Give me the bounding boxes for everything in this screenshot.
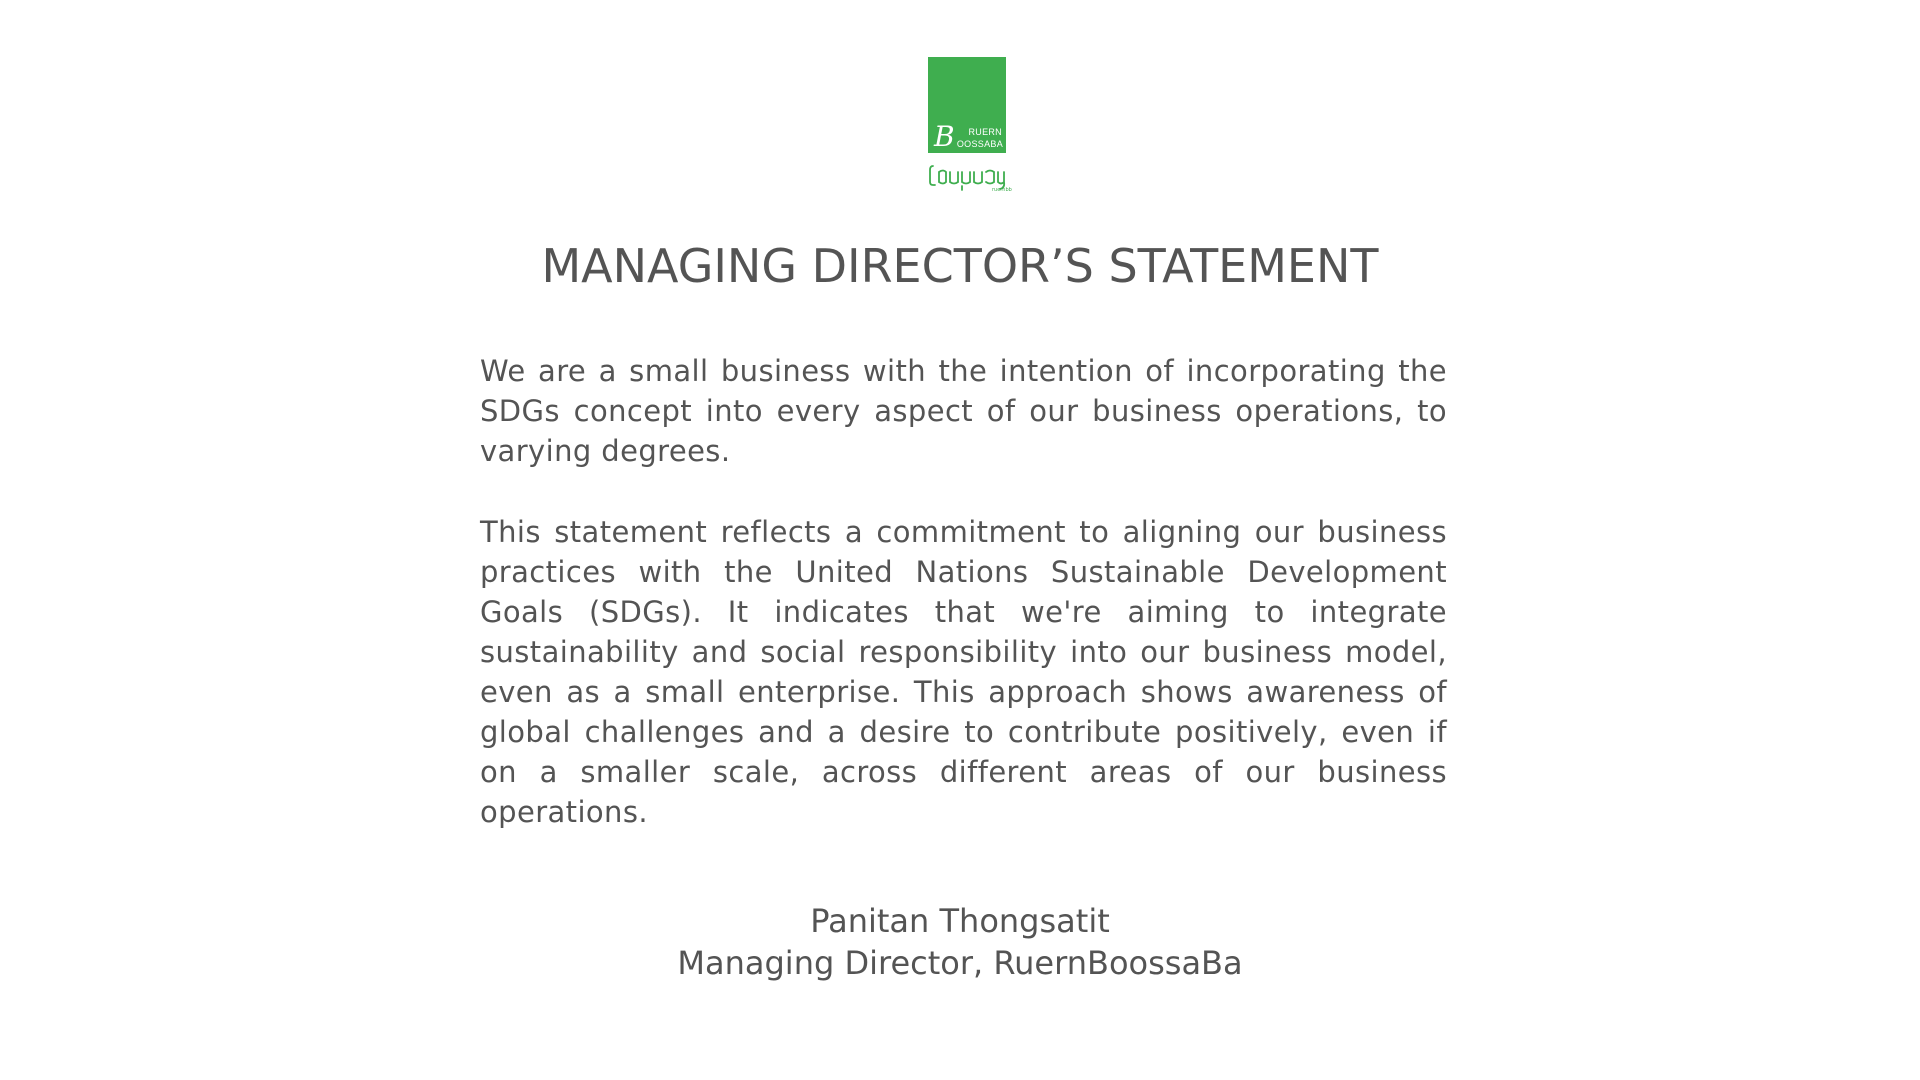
logo-text-oossaba: OOSSABA xyxy=(956,139,1003,149)
signatory-role: Managing Director, RuernBoossaBa xyxy=(677,944,1243,982)
logo-thai-wordmark xyxy=(926,160,1012,193)
logo-green-square xyxy=(928,57,1006,153)
logo-text-ruern: RUERN xyxy=(968,127,1002,137)
statement-paragraph-1: We are a small business with the intention of incorporating the SDGs concept into every aspect of our business operations, to varying degrees. xyxy=(480,354,1447,468)
logo-initial: B xyxy=(934,120,955,153)
svg-text:ruernbb: ruernbb xyxy=(992,187,1012,193)
company-logo xyxy=(926,55,1012,195)
signatory-name: Panitan Thongsatit xyxy=(810,902,1110,940)
statement-paragraph-2: This statement reflects a commitment to aligning our business practices with the United Nations Sustainable Development Goals (SDGs). It indicates that we're aiming to integrate sustainability and social responsibility into our business model, even as a small enterprise. This approach shows awareness of global challenges and a desire to contribute positively, even if on a smaller scale, across different areas of our business operations. xyxy=(480,515,1447,829)
page-title: MANAGING DIRECTOR’S STATEMENT xyxy=(541,239,1379,293)
